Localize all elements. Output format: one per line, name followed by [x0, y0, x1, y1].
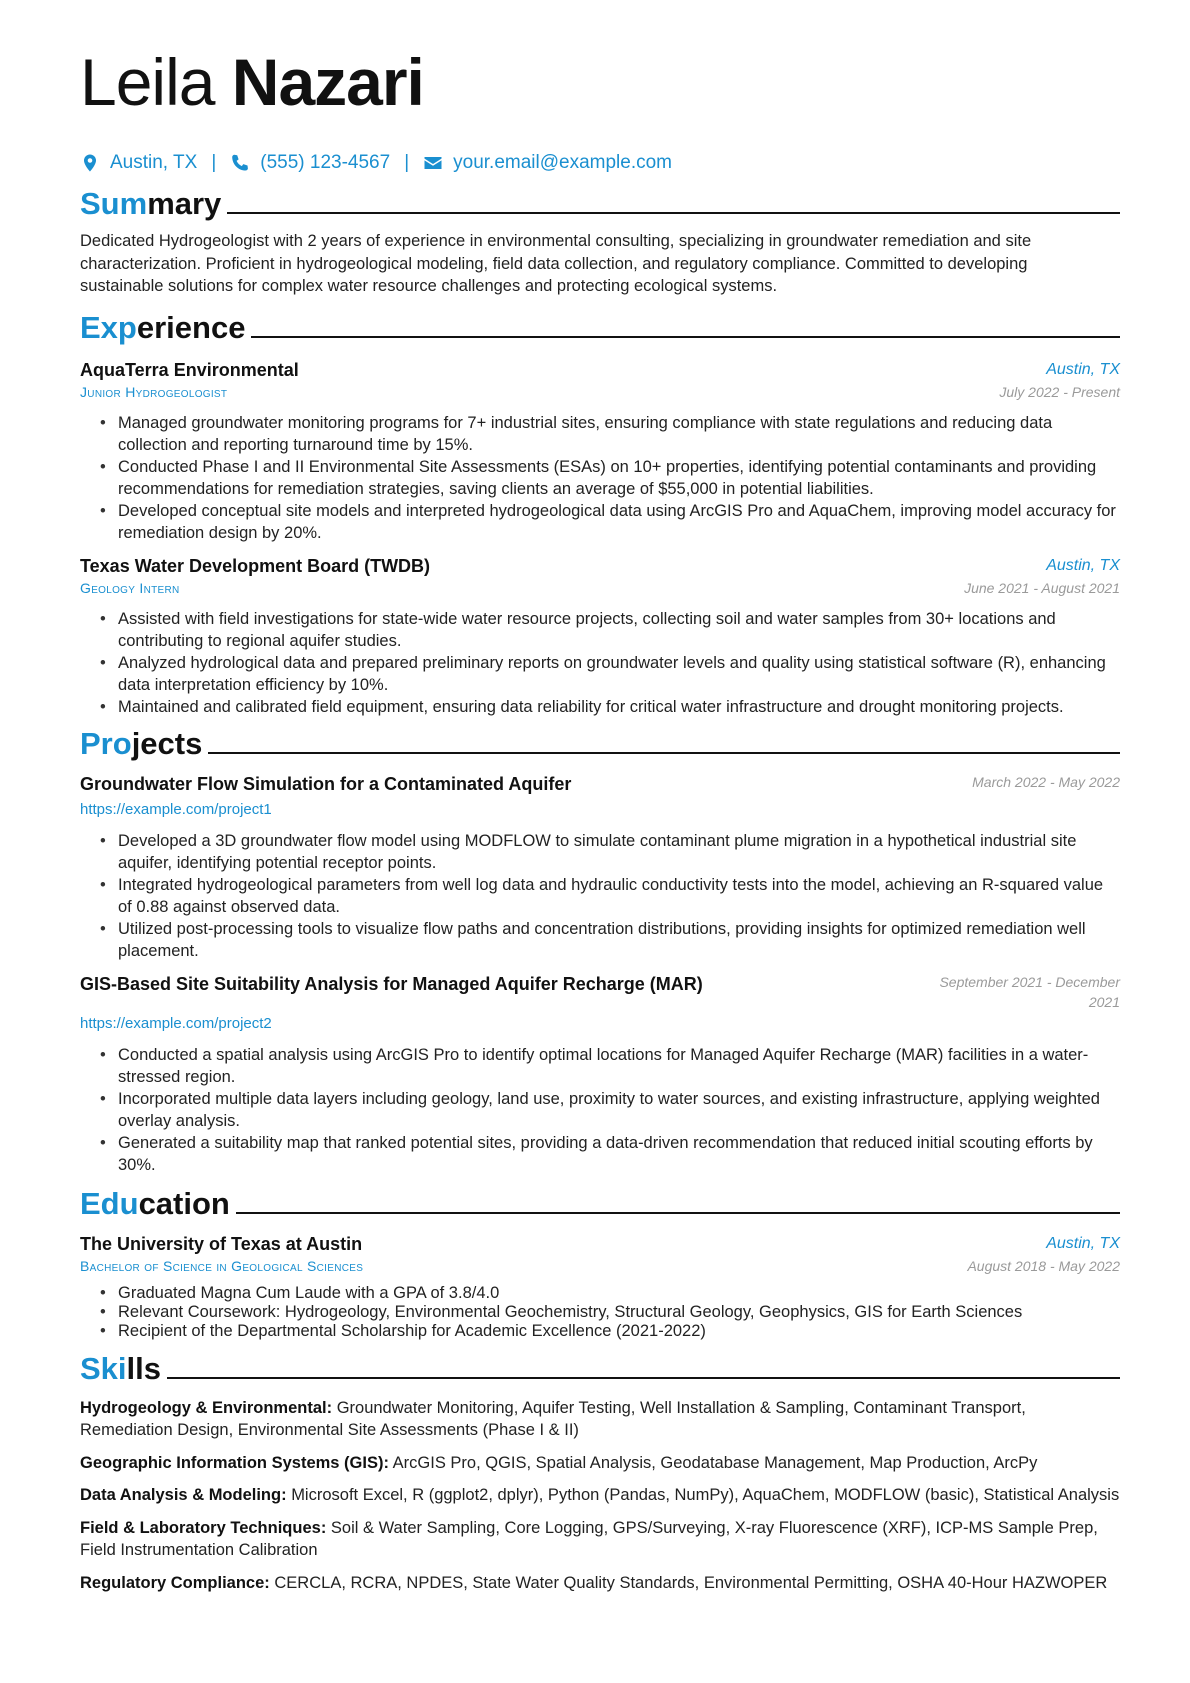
- section-title: Skills: [80, 1350, 161, 1386]
- job-dates: July 2022 - Present: [999, 383, 1120, 400]
- skill-values: Microsoft Excel, R (ggplot2, dplyr), Python (Pandas, NumPy), AquaChem, MODFLOW (basic), Statistical Analysis: [291, 1486, 1120, 1504]
- summary-text: Dedicated Hydrogeologist with 2 years of experience in environmental consulting, specializing in groundwater remediation and site characterization. Proficient in hydrogeological modeling, field data collection, and regulatory compliance. Committed to developing sustainable solutions for complex water resource challenges and protecting ecological systems.: [80, 232, 1032, 295]
- job-title: Junior Hydrogeologist: [80, 383, 228, 400]
- contact-bar: [80, 148, 1120, 178]
- project-entry: [80, 972, 1120, 1176]
- list-item: • Analyzed hydrological data and prepared preliminary reports on groundwater levels and quality using statistical software (R), enhancing data interpretation efficiency by 10%.: [118, 652, 1120, 696]
- skill-row: [80, 1397, 1120, 1442]
- experience-heading: [80, 310, 1120, 346]
- skill-values: Groundwater Monitoring, Aquifer Testing, Well Installation & Sampling, Contaminant Transport, Remediation Design, Environmental Site Assessments (Phase I & II): [80, 1398, 1026, 1439]
- section-title: Summary: [80, 186, 222, 221]
- list-item: • Developed conceptual site models and interpreted hydrogeological data using ArcGIS Pro and AquaChem, improving model accuracy for remediation design by 20%.: [118, 500, 1120, 544]
- list-item: • Maintained and calibrated field equipment, ensuring data reliability for critical water infrastructure and drought monitoring projects.: [118, 696, 1120, 718]
- education-heading: [80, 1186, 1120, 1222]
- section-rule: [167, 1377, 1120, 1379]
- section-title: Education: [80, 1185, 230, 1221]
- contact-location: [80, 152, 197, 174]
- project-entry: [80, 772, 1120, 962]
- project-dates: September 2021 - December 2021: [939, 973, 1120, 1010]
- bullet-list: [80, 1044, 1120, 1176]
- degree: Bachelor of Science in Geological Sciences: [80, 1257, 364, 1274]
- skills-heading: [80, 1351, 1120, 1387]
- skill-row: [80, 1452, 1120, 1475]
- list-item: • Managed groundwater monitoring programs for 7+ industrial sites, ensuring compliance with state regulations and reducing data collection and reporting turnaround time by 15%.: [118, 412, 1120, 456]
- section-title: Projects: [80, 725, 203, 761]
- education-dates: August 2018 - May 2022: [967, 1257, 1120, 1274]
- skill-row: [80, 1517, 1120, 1562]
- education-entry: [80, 1232, 1120, 1341]
- employer-name: AquaTerra Environmental: [80, 359, 299, 380]
- list-item: • Relevant Coursework: Hydrogeology, Environmental Geochemistry, Structural Geology, Geophysics, GIS for Earth Sciences: [118, 1303, 1120, 1322]
- bullet-list: [80, 608, 1120, 718]
- bullet-list: [80, 1284, 1120, 1341]
- candidate-name: [80, 42, 1120, 122]
- list-item: • Utilized post-processing tools to visualize flow paths and concentration distributions, providing insights for optimized remediation well placement.: [118, 918, 1120, 962]
- email-link[interactable]: your.email@example.com: [453, 152, 672, 173]
- list-item: • Developed a 3D groundwater flow model using MODFLOW to simulate contaminant plume migration in a hypothetical industrial site aquifer, identifying potential receptor points.: [118, 830, 1120, 874]
- project-name: Groundwater Flow Simulation for a Contaminated Aquifer: [80, 773, 572, 794]
- section-rule: [236, 1212, 1120, 1214]
- bullet-list: [80, 830, 1120, 962]
- skill-category: Hydrogeology & Environmental:: [80, 1398, 333, 1417]
- last-name: Nazari: [231, 45, 424, 119]
- projects-heading: [80, 726, 1120, 762]
- map-pin-icon: [80, 153, 100, 173]
- skill-values: ArcGIS Pro, QGIS, Spatial Analysis, Geodatabase Management, Map Production, ArcPy: [392, 1453, 1038, 1472]
- list-item: • Integrated hydrogeological parameters from well log data and hydraulic conductivity tests into the model, achieving an R-squared value of 0.88 against observed data.: [118, 874, 1120, 918]
- phone-icon: [230, 153, 250, 173]
- project-link[interactable]: https://example.com/project1: [80, 800, 272, 818]
- contact-email[interactable]: [423, 152, 672, 174]
- contact-separator: |: [404, 152, 410, 173]
- contact-phone[interactable]: [230, 152, 390, 174]
- experience-entry: [80, 554, 1120, 718]
- location-text: Austin, TX: [110, 152, 198, 173]
- experience-entry: [80, 358, 1120, 544]
- list-item: • Incorporated multiple data layers including geology, land use, proximity to water sources, and existing infrastructure, applying weighted overlay analysis.: [118, 1088, 1120, 1132]
- project-dates: March 2022 - May 2022: [972, 773, 1120, 790]
- envelope-icon: [423, 153, 443, 173]
- summary-heading: [80, 186, 1120, 222]
- skill-row: [80, 1572, 1120, 1595]
- project-link[interactable]: https://example.com/project2: [80, 1014, 272, 1032]
- list-item: • Generated a suitability map that ranked potential sites, providing a data-driven recommendation that reduced initial scouting efforts by 30%.: [118, 1132, 1120, 1176]
- list-item: • Graduated Magna Cum Laude with a GPA of 3.8/4.0: [118, 1284, 1120, 1303]
- list-item: • Assisted with field investigations for state-wide water resource projects, collecting soil and water samples from 30+ locations and contributing to regional aquifer studies.: [118, 608, 1120, 652]
- job-title: Geology Intern: [80, 579, 180, 596]
- list-item: • Conducted a spatial analysis using ArcGIS Pro to identify optimal locations for Managed Aquifer Recharge (MAR) facilities in a water-stressed region.: [118, 1044, 1120, 1088]
- skill-category: Field & Laboratory Techniques:: [80, 1518, 327, 1537]
- skill-category: Regulatory Compliance:: [80, 1573, 270, 1592]
- employer-name: Texas Water Development Board (TWDB): [80, 555, 431, 576]
- skill-row: [80, 1484, 1120, 1507]
- skill-category: Data Analysis & Modeling:: [80, 1486, 287, 1504]
- section-rule: [208, 752, 1120, 754]
- list-item: • Conducted Phase I and II Environmental Site Assessments (ESAs) on 10+ properties, identifying potential contaminants and providing recommendations for remediation strategies, saving clients an average of $55,000 in potential liabilities.: [118, 456, 1120, 500]
- skills-list: [80, 1397, 1120, 1595]
- skill-values: Soil & Water Sampling, Core Logging, GPS/Surveying, X-ray Fluorescence (XRF), ICP-MS Sample Prep, Field Instrumentation Calibration: [80, 1518, 1098, 1559]
- skill-values: CERCLA, RCRA, NPDES, State Water Quality Standards, Environmental Permitting, OSHA 40-Hour HAZWOPER: [274, 1573, 1108, 1592]
- employer-location: Austin, TX: [1046, 360, 1120, 378]
- bullet-list: [80, 412, 1120, 544]
- project-name: GIS-Based Site Suitability Analysis for Managed Aquifer Recharge (MAR): [80, 973, 703, 994]
- school-name: The University of Texas at Austin: [80, 1233, 363, 1254]
- section-rule: [251, 336, 1120, 338]
- first-name: Leila: [80, 45, 215, 119]
- skill-category: Geographic Information Systems (GIS):: [80, 1453, 389, 1472]
- contact-separator: |: [211, 152, 217, 173]
- employer-location: Austin, TX: [1046, 556, 1120, 574]
- list-item: • Recipient of the Departmental Scholarship for Academic Excellence (2021-2022): [118, 1322, 1120, 1341]
- job-dates: June 2021 - August 2021: [964, 579, 1120, 596]
- section-rule: [227, 212, 1120, 214]
- section-title: Experience: [80, 309, 246, 345]
- school-location: Austin, TX: [1046, 1234, 1120, 1252]
- phone-text[interactable]: (555) 123-4567: [260, 152, 391, 173]
